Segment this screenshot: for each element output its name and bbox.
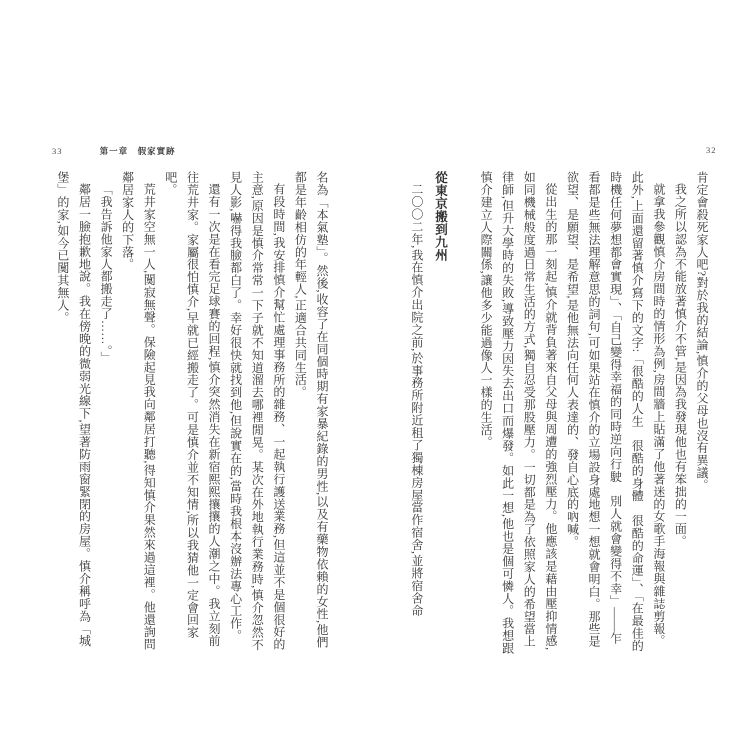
page-number-left: 33: [52, 146, 63, 156]
paragraph: 從出生的那一刻起,慎介就背負著來自父母與周遭的強烈壓力。他應該是藉由壓抑情感,如同機械般度過日常生活的方式,獨自忍受那股壓力。一切都是為了依照家人的希望當上律師,但升大學時的失敗,導致壓力因失去出口而爆發。如此一想,他也是個可憐人。我想跟慎介建立人際關係,讓他多少能過像人一樣的生活。: [479, 171, 558, 655]
paragraph: 就拿我參觀慎介房間時的情形為例,房間牆上貼滿了他著迷的女歌手海報與雜誌剪報。此外,上面還留著慎介寫下的文字:「很酷的人生 很酷的身體 很酷的命運」、「在最佳的時機任何夢想都會實現」、「自己變得幸福的同時逆向行駛 別人就會變得不幸」——乍看都是些無法理解意思的詞句,可如果站在慎介的立場設身處地想一想就會明白。那些是欲望、是願望、是希望,是他無法向任何人表達的、發自心底的吶喊。: [565, 171, 666, 652]
running-head-right: [706, 145, 717, 155]
paragraph: 有段時間,我安排慎介幫忙處理事務所的雜務、一起執行護送業務,但這並不是個很好的主意,原因是慎介常常一下子就不知道溜去哪裡閒晃。某次在外地執行業務時,慎介忽然不見人影,嚇得我臉都白了。幸好很快就找到他,但說實在的,當時我根本沒辦法專心工作。: [228, 171, 286, 651]
paragraph: 還有一次是在看完足球賽的回程,慎介突然消失在新宿熙熙攘攘的人潮之中。我立刻前往荒井家。家屬很怕慎介,早就已經搬走了。可是慎介並不知情,所以我猜他一定會回家吧。: [163, 171, 222, 648]
page-33-body-text: [51, 171, 332, 655]
paragraph: 肯定會殺死家人吧?對於我的結論,慎介的父母也沒有異議。: [695, 171, 709, 492]
paragraph: 二〇〇二年,我在慎介出院之前,於事務所附近租了獨棟房屋當作宿舍,並將宿舍命: [409, 183, 424, 617]
running-head-left: [52, 145, 176, 157]
paragraph: 荒井家空無一人,闃寂無聲。保險起見我向鄰居打聽,得知慎介果然來過這裡。他還詢問鄰居家人的下落。: [120, 171, 157, 651]
section-heading: 從東京搬到九州: [433, 171, 448, 262]
page-number-right: 32: [706, 145, 717, 155]
paragraph: 我之所以認為不能放著慎介不管,是因為我發現他也有笨拙的一面。: [673, 183, 688, 548]
paragraph: 鄰居一臉抱歉地說。我在傍晚的微弱光線下,望著防雨窗緊閉的房屋。慎介稱呼為「城堡」的家,如今已闃其無人。: [55, 171, 92, 648]
paragraph: 「我告訴他家人都搬走了……。」: [99, 183, 114, 364]
page-32-body-text: [405, 171, 712, 655]
paragraph: 名為「本氣塾」。然後,收容了在同個時期有家暴紀錄的男性,以及有藥物依賴的女性,他們都是年齡相仿的年輕人,正適合共同生活。: [293, 171, 329, 649]
chapter-title: 第一章 假家實跡: [99, 146, 176, 156]
